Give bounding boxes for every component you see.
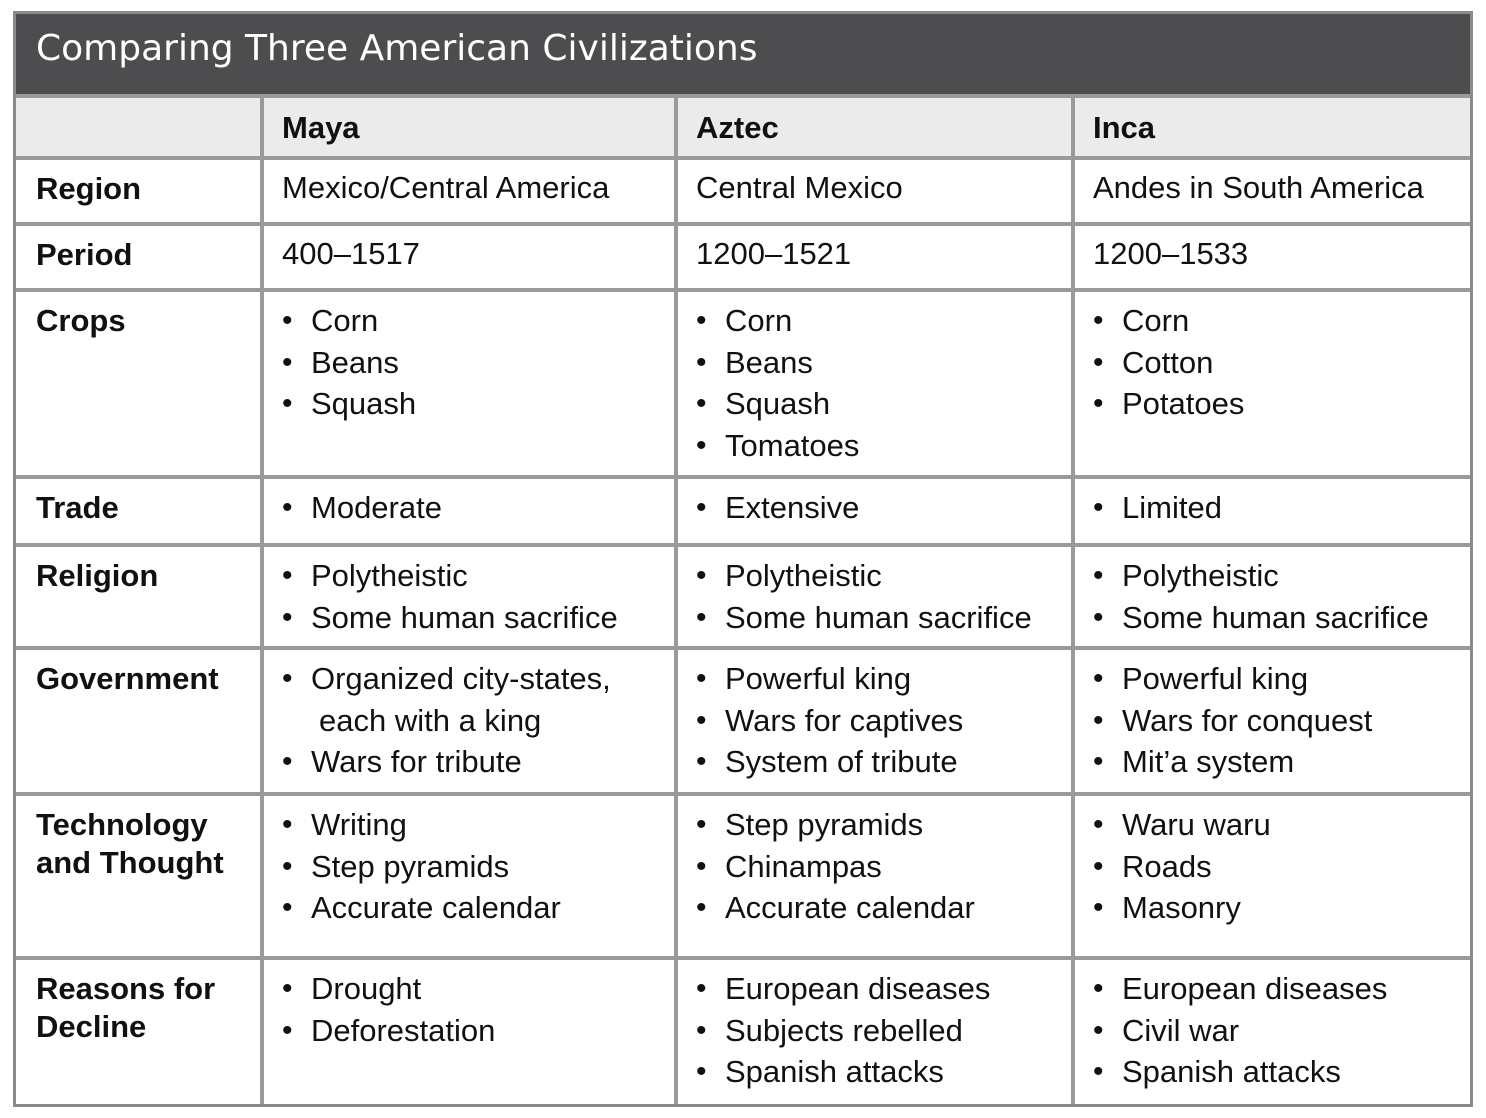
- bullet-list: [1093, 968, 1387, 1093]
- row-divider: [16, 288, 1470, 292]
- bullet-list: [1093, 300, 1244, 425]
- column-divider: [674, 96, 678, 1104]
- bullet-list: [282, 300, 416, 425]
- cell-period-inca: 1200–1533: [1093, 236, 1249, 271]
- row-header-region: Region: [36, 171, 142, 206]
- list-item: • Powerful king: [696, 658, 963, 700]
- list-item: • Corn: [1093, 300, 1244, 342]
- cell-region-maya: Mexico/Central America: [282, 170, 610, 205]
- list-item: • Wars for tribute: [282, 741, 611, 783]
- cell-religion-inca: [1093, 555, 1429, 638]
- list-item: • Squash: [282, 383, 416, 425]
- cell-government-maya: [282, 658, 611, 783]
- list-item: [282, 658, 611, 741]
- column-header-maya: Maya: [282, 110, 360, 145]
- column-divider: [1071, 96, 1075, 1104]
- row-header-line: Technology: [36, 807, 208, 842]
- cell-government-inca: [1093, 658, 1372, 783]
- list-item: • Wars for conquest: [1093, 700, 1372, 742]
- list-item: • Step pyramids: [696, 804, 975, 846]
- bullet-list: [282, 804, 561, 929]
- cell-reasons-for-decline-aztec: [696, 968, 990, 1093]
- row-divider: [16, 646, 1470, 650]
- list-item: • System of tribute: [696, 741, 963, 783]
- list-item: • Spanish attacks: [696, 1051, 990, 1093]
- list-item: • Beans: [696, 342, 859, 384]
- list-item: • Chinampas: [696, 846, 975, 888]
- list-item: • Wars for captives: [696, 700, 963, 742]
- list-item: • Masonry: [1093, 887, 1271, 929]
- cell-technology-and-thought-inca: [1093, 804, 1271, 929]
- cell-government-aztec: [696, 658, 963, 783]
- bullet-list: [696, 968, 990, 1093]
- row-header-line: and Thought: [36, 845, 224, 880]
- list-item: • Waru waru: [1093, 804, 1271, 846]
- cell-reasons-for-decline-inca: [1093, 968, 1387, 1093]
- list-item-line: each with a king: [319, 702, 542, 738]
- bullet-list: [1093, 804, 1271, 929]
- list-item: • Beans: [282, 342, 416, 384]
- cell-crops-inca: [1093, 300, 1244, 425]
- cell-technology-and-thought-maya: [282, 804, 561, 929]
- list-item: • Deforestation: [282, 1010, 495, 1052]
- cell-reasons-for-decline-maya: [282, 968, 495, 1051]
- cell-religion-maya: [282, 555, 618, 638]
- row-header-government: Government: [36, 661, 219, 696]
- bullet-list: [282, 658, 611, 783]
- list-item: • Powerful king: [1093, 658, 1372, 700]
- list-item-line: • Organized city-states,: [311, 661, 611, 696]
- list-item: • Polytheistic: [696, 555, 1032, 597]
- row-divider: [16, 475, 1470, 479]
- bullet-list: [282, 487, 442, 529]
- row-header-line: Decline: [36, 1009, 147, 1044]
- bullet-list: [696, 300, 859, 466]
- cell-crops-aztec: [696, 300, 859, 466]
- row-divider: [16, 156, 1470, 160]
- cell-technology-and-thought-aztec: [696, 804, 975, 929]
- row-header-technology-and-thought: [36, 806, 224, 882]
- list-item: • Corn: [282, 300, 416, 342]
- list-item: • Moderate: [282, 487, 442, 529]
- cell-crops-maya: [282, 300, 416, 425]
- column-header-aztec: Aztec: [696, 110, 779, 145]
- cell-trade-inca: [1093, 487, 1222, 529]
- list-item: • Potatoes: [1093, 383, 1244, 425]
- list-item: • Limited: [1093, 487, 1222, 529]
- list-item: • Step pyramids: [282, 846, 561, 888]
- row-header-religion: Religion: [36, 558, 159, 593]
- row-header-line: Reasons for: [36, 971, 216, 1006]
- row-header-reasons-for-decline: [36, 970, 215, 1046]
- list-item: • Tomatoes: [696, 425, 859, 467]
- bullet-list: [282, 968, 495, 1051]
- list-item: • Drought: [282, 968, 495, 1010]
- list-item: • Accurate calendar: [282, 887, 561, 929]
- list-item: • Writing: [282, 804, 561, 846]
- bullet-list: [1093, 487, 1222, 529]
- list-item: • Polytheistic: [1093, 555, 1429, 597]
- row-divider: [16, 94, 1470, 98]
- cell-period-maya: 400–1517: [282, 236, 420, 271]
- list-item: • Accurate calendar: [696, 887, 975, 929]
- list-item: • Corn: [696, 300, 859, 342]
- row-divider: [16, 222, 1470, 226]
- cell-trade-maya: [282, 487, 442, 529]
- bullet-list: [696, 804, 975, 929]
- cell-trade-aztec: [696, 487, 859, 529]
- list-item: • Roads: [1093, 846, 1271, 888]
- bullet-list: [696, 487, 859, 529]
- list-item: • Some human sacrifice: [282, 597, 618, 639]
- list-item: • Extensive: [696, 487, 859, 529]
- row-header-period: Period: [36, 237, 133, 272]
- bullet-list: [1093, 658, 1372, 783]
- row-header-trade: Trade: [36, 490, 119, 525]
- bullet-list: [696, 555, 1032, 638]
- list-item: • Cotton: [1093, 342, 1244, 384]
- row-divider: [16, 792, 1470, 796]
- row-header-crops: Crops: [36, 303, 126, 338]
- list-item: • Squash: [696, 383, 859, 425]
- column-header-inca: Inca: [1093, 110, 1156, 145]
- bullet-list: [696, 658, 963, 783]
- list-item: • Mit’a system: [1093, 741, 1372, 783]
- list-item: • Polytheistic: [282, 555, 618, 597]
- list-item: • Some human sacrifice: [696, 597, 1032, 639]
- cell-religion-aztec: [696, 555, 1032, 638]
- list-item: • European diseases: [1093, 968, 1387, 1010]
- cell-region-inca: Andes in South America: [1093, 170, 1424, 205]
- bullet-list: [1093, 555, 1429, 638]
- comparison-table: [13, 11, 1473, 1107]
- column-divider: [260, 96, 264, 1104]
- row-divider: [16, 956, 1470, 960]
- bullet-list: [282, 555, 618, 638]
- list-item: • European diseases: [696, 968, 990, 1010]
- row-divider: [16, 543, 1470, 547]
- cell-region-aztec: Central Mexico: [696, 170, 903, 205]
- cell-period-aztec: 1200–1521: [696, 236, 852, 271]
- list-item: • Some human sacrifice: [1093, 597, 1429, 639]
- list-item: • Subjects rebelled: [696, 1010, 990, 1052]
- list-item: • Spanish attacks: [1093, 1051, 1387, 1093]
- table-title: Comparing Three American Civilizations: [16, 14, 1470, 96]
- list-item: • Civil war: [1093, 1010, 1387, 1052]
